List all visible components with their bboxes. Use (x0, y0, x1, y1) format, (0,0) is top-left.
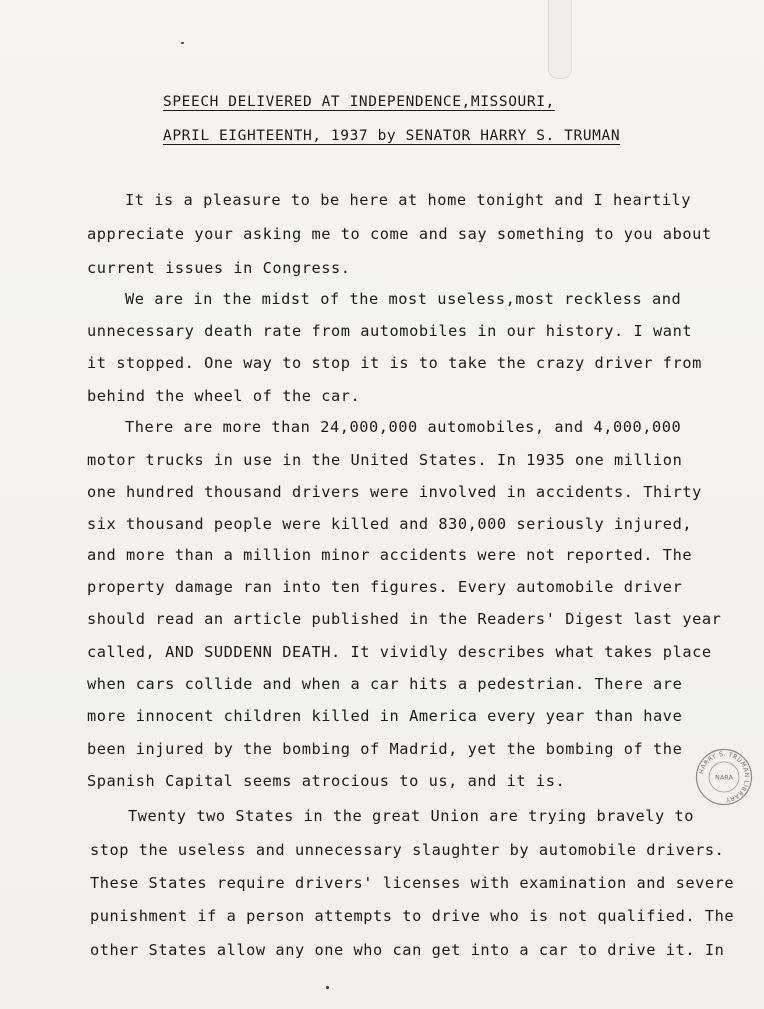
body-text-line: one hundred thousand drivers were involved in accidents. Thirty (87, 483, 702, 501)
body-text-line: unnecessary death rate from automobiles in our history. I want (87, 322, 693, 340)
body-text-line: stop the useless and unnecessary slaughter by automobile drivers. (90, 841, 725, 859)
body-text-line: punishment if a person attempts to drive who is not qualified. The (90, 907, 735, 925)
stamp-center-text: NARA (714, 773, 734, 782)
body-text-line: appreciate your asking me to come and say something to you about (87, 225, 712, 243)
body-text-line: motor trucks in use in the United States. In 1935 one million (87, 451, 683, 469)
library-stamp-seal (695, 748, 753, 806)
body-text-line: current issues in Congress. (87, 259, 351, 277)
body-text-line: There are more than 24,000,000 automobiles, and 4,000,000 (125, 418, 682, 436)
body-text-line: It is a pleasure to be here at home tonight and I heartily (125, 191, 692, 209)
ink-speck (181, 42, 184, 44)
body-text-line: and more than a million minor accidents were not reported. The (87, 546, 693, 564)
paper-fold-mark (548, 0, 572, 79)
body-text-line: These States require drivers' licenses with examination and severe (90, 874, 735, 892)
body-text-line: should read an article published in the Readers' Digest last year (87, 610, 722, 628)
body-text-line: when cars collide and when a car hits a pedestrian. There are (87, 675, 683, 693)
body-text-line: We are in the midst of the most useless,most reckless and (125, 290, 682, 308)
speech-heading-line-1: SPEECH DELIVERED AT INDEPENDENCE,MISSOURI, (163, 94, 555, 110)
body-text-line: more innocent children killed in America every year than have (87, 707, 683, 725)
body-text-line: it stopped. One way to stop it is to take the crazy driver from (87, 354, 702, 372)
body-text-line: called, AND SUDDENN DEATH. It vividly describes what takes place (87, 643, 712, 661)
body-text-line: Twenty two States in the great Union are trying bravely to (128, 807, 695, 825)
body-text-line: six thousand people were killed and 830,000 seriously injured, (87, 515, 693, 533)
body-text-line: been injured by the bombing of Madrid, yet the bombing of the (87, 740, 683, 758)
body-text-line: behind the wheel of the car. (87, 387, 361, 405)
speech-heading-line-2: APRIL EIGHTEENTH, 1937 by SENATOR HARRY S. TRUMAN (163, 128, 621, 144)
body-text-line: property damage ran into ten figures. Every automobile driver (87, 578, 683, 596)
body-text-line: other States allow any one who can get into a car to drive it. In (90, 941, 725, 959)
body-text-line: Spanish Capital seems atrocious to us, and it is. (87, 772, 566, 790)
stamp-ring-text: HARRY S. TRUMAN LIBRARY (698, 750, 751, 804)
ink-speck (326, 986, 329, 989)
